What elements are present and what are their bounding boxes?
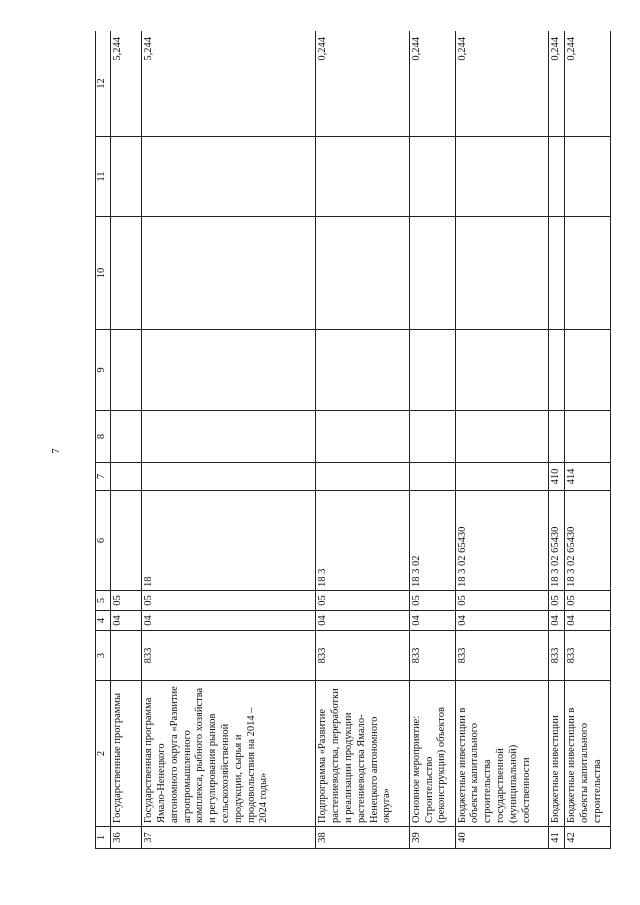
row-number: 36 bbox=[111, 827, 142, 849]
column-header: 8 bbox=[96, 411, 111, 463]
cell-col8 bbox=[455, 411, 548, 463]
cell-col10 bbox=[316, 217, 409, 330]
cell-col11 bbox=[455, 137, 548, 217]
row-number: 38 bbox=[316, 827, 409, 849]
cell-col9 bbox=[409, 330, 455, 411]
table-row bbox=[409, 31, 455, 849]
cell-col8 bbox=[409, 411, 455, 463]
cell-col7 bbox=[111, 463, 142, 491]
header-row bbox=[96, 31, 111, 849]
cell-col4: 04 bbox=[548, 611, 564, 631]
table-row bbox=[565, 31, 611, 849]
cell-col5: 05 bbox=[409, 591, 455, 611]
cell-col12: 5,244 bbox=[142, 31, 316, 137]
row-name: Основное мероприятие: Строительство (реконструкция) объектов bbox=[409, 681, 455, 827]
cell-col9 bbox=[142, 330, 316, 411]
cell-col11 bbox=[111, 137, 142, 217]
cell-col3: 833 bbox=[455, 631, 548, 681]
cell-col8 bbox=[142, 411, 316, 463]
cell-col4: 04 bbox=[455, 611, 548, 631]
cell-col9 bbox=[455, 330, 548, 411]
cell-col8 bbox=[548, 411, 564, 463]
cell-col11 bbox=[316, 137, 409, 217]
cell-col9 bbox=[316, 330, 409, 411]
cell-col6: 18 3 bbox=[316, 491, 409, 591]
cell-col8 bbox=[316, 411, 409, 463]
row-number: 39 bbox=[409, 827, 455, 849]
row-name: Подпрограмма «Развитие растениеводства, переработки и реализации продукции растениеводства Ямало-Ненецкого автономного округа» bbox=[316, 681, 409, 827]
cell-col4: 04 bbox=[142, 611, 316, 631]
cell-col4: 04 bbox=[111, 611, 142, 631]
cell-col4: 04 bbox=[316, 611, 409, 631]
cell-col3: 833 bbox=[142, 631, 316, 681]
row-number: 37 bbox=[142, 827, 316, 849]
cell-col10 bbox=[111, 217, 142, 330]
cell-col7: 414 bbox=[565, 463, 611, 491]
cell-col10 bbox=[409, 217, 455, 330]
cell-col10 bbox=[548, 217, 564, 330]
cell-col8 bbox=[111, 411, 142, 463]
cell-col9 bbox=[565, 330, 611, 411]
cell-col5: 05 bbox=[455, 591, 548, 611]
table-row bbox=[111, 31, 142, 849]
row-name: Бюджетные инвестиции в объекты капитального строительства государственной (муниципальной) собственности bbox=[455, 681, 548, 827]
column-header: 11 bbox=[96, 137, 111, 217]
cell-col6: 18 3 02 65430 bbox=[565, 491, 611, 591]
cell-col4: 04 bbox=[565, 611, 611, 631]
cell-col5: 05 bbox=[316, 591, 409, 611]
cell-col9 bbox=[548, 330, 564, 411]
column-header: 7 bbox=[96, 463, 111, 491]
table-row bbox=[548, 31, 564, 849]
row-name: Государственная программа Ямало-Ненецкого автономного округа «Развитие агропромышленного комплекса, рыбного хозяйства и регулирования рынков сельскохозяйственной продукции, сырья и продовольствия на 2014 – 2024 годы» bbox=[142, 681, 316, 827]
cell-col6: 18 3 02 65430 bbox=[455, 491, 548, 591]
cell-col7 bbox=[142, 463, 316, 491]
column-header: 4 bbox=[96, 611, 111, 631]
cell-col7 bbox=[316, 463, 409, 491]
cell-col10 bbox=[455, 217, 548, 330]
cell-col11 bbox=[565, 137, 611, 217]
page-number: 7 bbox=[50, 448, 62, 454]
cell-col7 bbox=[409, 463, 455, 491]
cell-col12: 0,244 bbox=[316, 31, 409, 137]
cell-col10 bbox=[565, 217, 611, 330]
cell-col3 bbox=[111, 631, 142, 681]
cell-col5: 05 bbox=[565, 591, 611, 611]
cell-col7: 410 bbox=[548, 463, 564, 491]
column-header: 3 bbox=[96, 631, 111, 681]
row-number: 41 bbox=[548, 827, 564, 849]
cell-col3: 833 bbox=[565, 631, 611, 681]
cell-col10 bbox=[142, 217, 316, 330]
cell-col9 bbox=[111, 330, 142, 411]
cell-col11 bbox=[548, 137, 564, 217]
cell-col6 bbox=[111, 491, 142, 591]
budget-table bbox=[95, 31, 611, 849]
cell-col11 bbox=[409, 137, 455, 217]
cell-col3: 833 bbox=[548, 631, 564, 681]
cell-col4: 04 bbox=[409, 611, 455, 631]
cell-col12: 5,244 bbox=[111, 31, 142, 137]
row-name: Государственные программы bbox=[111, 681, 142, 827]
cell-col3: 833 bbox=[409, 631, 455, 681]
table-wrapper bbox=[95, 31, 611, 849]
column-header: 1 bbox=[96, 827, 111, 849]
cell-col6: 18 bbox=[142, 491, 316, 591]
cell-col5: 05 bbox=[111, 591, 142, 611]
column-header: 5 bbox=[96, 591, 111, 611]
cell-col12: 0,244 bbox=[565, 31, 611, 137]
table-row bbox=[455, 31, 548, 849]
cell-col6: 18 3 02 bbox=[409, 491, 455, 591]
cell-col12: 0,244 bbox=[548, 31, 564, 137]
column-header: 12 bbox=[96, 31, 111, 137]
column-header: 9 bbox=[96, 330, 111, 411]
cell-col12: 0,244 bbox=[409, 31, 455, 137]
column-header: 2 bbox=[96, 681, 111, 827]
cell-col5: 05 bbox=[142, 591, 316, 611]
rotated-page bbox=[95, 31, 611, 849]
cell-col7 bbox=[455, 463, 548, 491]
row-name: Бюджетные инвестиции в объекты капитального строительства bbox=[565, 681, 611, 827]
column-header: 6 bbox=[96, 491, 111, 591]
cell-col3: 833 bbox=[316, 631, 409, 681]
cell-col12: 0,244 bbox=[455, 31, 548, 137]
cell-col8 bbox=[565, 411, 611, 463]
row-number: 40 bbox=[455, 827, 548, 849]
cell-col5: 05 bbox=[548, 591, 564, 611]
table-row bbox=[142, 31, 316, 849]
cell-col6: 18 3 02 65430 bbox=[548, 491, 564, 591]
table-row bbox=[316, 31, 409, 849]
row-number: 42 bbox=[565, 827, 611, 849]
column-header: 10 bbox=[96, 217, 111, 330]
row-name: Бюджетные инвестиции bbox=[548, 681, 564, 827]
cell-col11 bbox=[142, 137, 316, 217]
